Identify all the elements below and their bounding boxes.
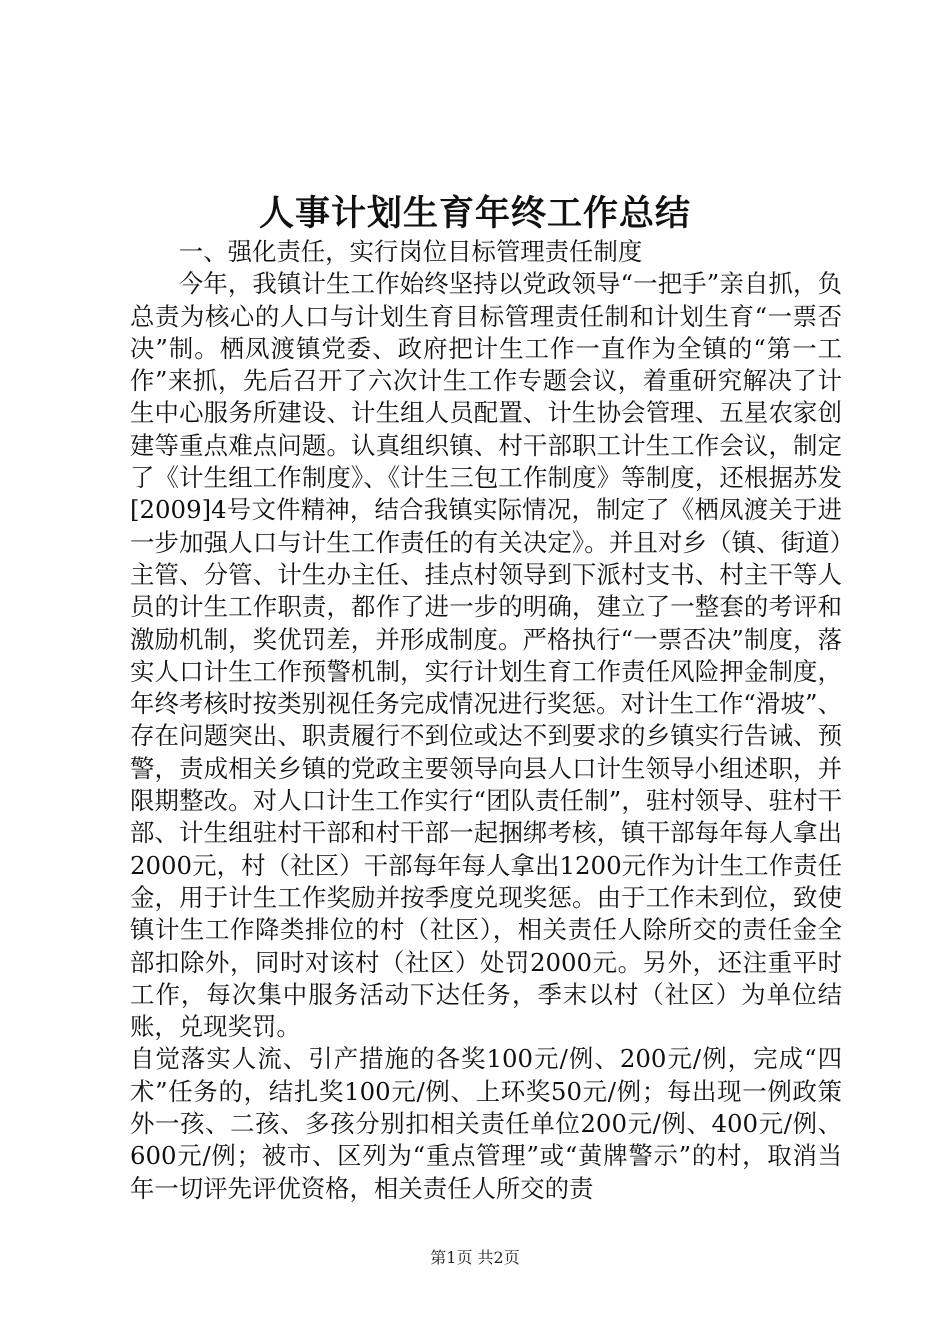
body-paragraph-continued: 自觉落实人流、引产措施的各奖100元/例、200元/例，完成“四术”任务的，结扎奖100元/例、上环奖50元/例；每出现一例政策外一孩、二孩、多孩分别扣相关责任单位200元/例、400元/例、600元/例；被市、区列为“重点管理”或“黄牌警示”的村，取消当年一切评先评优资格，相关责任人所交的责	[130, 1044, 842, 1203]
document-title: 人事计划生育年终工作总结	[258, 193, 691, 234]
body-paragraph: 今年，我镇计生工作始终坚持以党政领导“一把手”亲自抓，负总责为核心的人口与计划生育目标管理责任制和计划生育“一票否决”制。栖凤渡镇党委、政府把计生工作一直作为全镇的“第一工作”来抓，先后召开了六次计生工作专题会议，着重研究解决了计生中心服务所建设、计生组人员配置、计生协会管理、五星农家创建等重点难点问题。认真组织镇、村干部职工计生工作会议，制定了《计生组工作制度》、《计生三包工作制度》等制度，还根据苏发[2009]4号文件精神，结合我镇实际情况，制定了《栖凤渡关于进一步加强人口与计生工作责任的有关决定》。并且对乡（镇、街道）主管、分管、计生办主任、挂点村领导到下派村支书、村主干等人员的计生工作职责，都作了进一步的明确，建立了一整套的考评和激励机制，奖优罚差，并形成制度。严格执行“一票否决”制度，落实人口计生工作预警机制，实行计划生育工作责任风险押金制度，年终考核时按类别视任务完成情况进行奖惩。对计生工作“滑坡”、存在问题突出、职责履行不到位或达不到要求的乡镇实行告诫、预警，责成相关乡镇的党政主要领导向县人口计生领导小组述职，并限期整改。对人口计生工作实行“团队责任制”，驻村领导、驻村干部、计生组驻村干部和村干部一起捆绑考核，镇干部每年每人拿出2000元，村（社区）干部每年每人拿出1200元作为计生工作责任金，用于计生工作奖励并按季度兑现奖惩。由于工作未到位，致使镇计生工作降类排位的村（社区），相关责任人除所交的责任金全部扣除外，同时对该村（社区）处罚2000元。另外，还注重平时工作，每次集中服务活动下达任务，季末以村（社区）为单位结账，兑现奖罚。	[130, 269, 842, 1042]
document-body	[130, 236, 842, 1205]
section-heading: 一、强化责任，实行岗位目标管理责任制度	[178, 237, 643, 266]
page-number: 第1页 共2页	[430, 1248, 520, 1267]
